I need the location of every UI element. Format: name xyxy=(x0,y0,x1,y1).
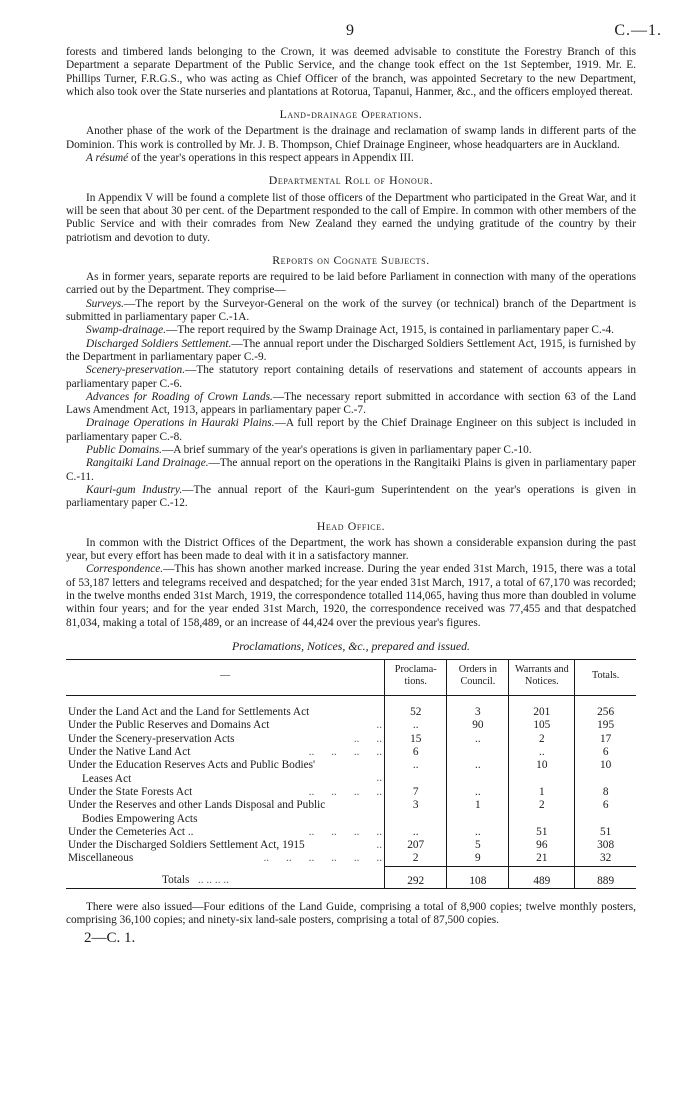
cognate-report-text: —The annual report of the Kauri-gum Superintendent on the year's operations is given in parliamentary paper C.-12. xyxy=(66,483,636,510)
cognate-report-item xyxy=(66,484,636,511)
cell-c3: 96 xyxy=(509,839,575,852)
table-row xyxy=(66,839,636,852)
cell-c2: 9 xyxy=(447,852,509,866)
cell-c1: 7 xyxy=(385,786,447,799)
cognate-report-title: Surveys. xyxy=(86,297,124,310)
cognate-report-title: Discharged Soldiers Settlement. xyxy=(86,337,232,350)
cognate-report-item xyxy=(66,364,636,391)
resume-term: A résumé xyxy=(86,152,129,165)
cell-c2: .. xyxy=(447,733,509,746)
page-header xyxy=(0,22,700,44)
section-heading-cognate-reports: Reports on Cognate Subjects. xyxy=(272,252,430,267)
cell-c1: 6 xyxy=(385,746,447,759)
section-heading-head-office: Head Office. xyxy=(316,518,386,533)
cell-c4: 256 xyxy=(575,706,636,719)
header-proclamations: Proclama-tions. xyxy=(385,660,447,696)
cognate-report-item xyxy=(66,444,636,457)
totals-row xyxy=(66,866,636,888)
cognate-report-title: Public Domains. xyxy=(86,444,162,457)
cell-c4: 6 xyxy=(575,799,636,826)
table-caption: Proclamations, Notices, &c., prepared and issued. xyxy=(232,638,470,653)
cell-c4: 195 xyxy=(575,719,636,732)
head-office-paragraph-1: In common with the District Offices of the Department, the work has shown a considerable expansion during the past year, but every effort has been made to deal with it in a satisfactory manner. xyxy=(66,536,636,563)
cell-c2: .. xyxy=(447,826,509,839)
row-label: .. Under the Public Reserves and Domains Act xyxy=(68,719,383,732)
cell-c3: 10 xyxy=(509,759,575,786)
correspondence-term: Correspondence. xyxy=(86,563,164,576)
cognate-report-item xyxy=(66,457,636,484)
cell-c4: 51 xyxy=(575,826,636,839)
cell-c1: .. xyxy=(385,759,447,786)
footer-reference: 2—C. 1. xyxy=(84,929,136,946)
cognate-report-text: —The statutory report containing details of reservations and statement of accounts appears in parliamentary paper C.-6. xyxy=(66,364,636,390)
cell-c3: 201 xyxy=(509,706,575,719)
cell-c2: .. xyxy=(447,786,509,799)
totals-grand: 889 xyxy=(575,866,636,888)
header-warrants-notices: Warrants and Notices. xyxy=(509,660,575,696)
row-label: .. .. .. .. Under the State Forests Act xyxy=(68,785,383,798)
cell-c3: 105 xyxy=(509,719,575,732)
document-reference: C.—1. xyxy=(614,22,662,39)
cognate-report-text: —The annual report under the Discharged Soldiers Settlement Act, 1915, is furnished by the Department in parliamentary paper C.-9. xyxy=(66,337,636,363)
cognate-report-item xyxy=(66,338,636,365)
row-label: .. .. .. .. .. .. Miscellaneous xyxy=(68,852,383,865)
cognate-report-title: Drainage Operations in Hauraki Plains. xyxy=(86,417,275,430)
totals-warrants: 489 xyxy=(509,866,575,888)
row-label: .. Under the Discharged Soldiers Settlement Act, 1915 xyxy=(68,839,383,852)
cell-c2: 3 xyxy=(447,706,509,719)
cell-c3: 2 xyxy=(509,799,575,826)
correspondence-text: —This has shown another marked increase. During the year ended 31st March, 1915, there was a total of 53,187 letters and telegrams received and despatched; for the year ended 31st March, 1917, a total of 67,170 was recorded; in the twelve months ended 31st March, 1919, the correspondence totalled 114,065, having thus more than doubled in volume within four years; and for the year ended 31st March, 1920, the correspondence received was 77,455 and that despatched 81,034, making a total of 158,489, or an increase of 44,424 over the previous year's figures. xyxy=(66,563,636,629)
cognate-report-item xyxy=(66,298,636,325)
table-row xyxy=(66,719,636,732)
table-row xyxy=(66,759,636,786)
cell-c3: 21 xyxy=(509,852,575,866)
table-row xyxy=(66,746,636,759)
cell-c1: 52 xyxy=(385,706,447,719)
cognate-report-text: —The report required by the Swamp Drainage Act, 1915, is contained in parliamentary paper C.-4. xyxy=(166,324,615,337)
section-heading-land-drainage: Land-drainage Operations. xyxy=(279,107,423,122)
row-label: .. Under the Education Reserves Acts and Public Bodies' Leases Act xyxy=(68,759,383,785)
table-body xyxy=(66,706,636,866)
cognate-report-title: Swamp-drainage. xyxy=(86,324,167,337)
land-drainage-paragraph-1: Another phase of the work of the Department is the drainage and reclamation of swamp lands in different parts of the Dominion. This work is controlled by Mr. J. B. Thompson, Chief Drainage Engineer, whose headquarters are in Auckland. xyxy=(66,125,636,151)
cognate-report-title: Scenery-preservation. xyxy=(86,364,186,377)
cognate-report-list xyxy=(66,298,636,511)
table-row xyxy=(66,706,636,719)
cell-c3: .. xyxy=(509,746,575,759)
cell-c2 xyxy=(447,746,509,759)
cell-c3: 2 xyxy=(509,733,575,746)
cell-c1: 2 xyxy=(385,852,447,866)
row-label: .. .. .. .. Under the Native Land Act xyxy=(68,746,383,759)
totals-proclamations: 292 xyxy=(385,866,447,888)
cognate-intro-paragraph: As in former years, separate reports are required to be laid before Parliament in connection with many of the operations carried out by the Department. They comprise— xyxy=(66,271,636,297)
row-label: .. .. .. .. Under the Cemeteries Act .. xyxy=(68,825,383,838)
closing-paragraph: There were also issued—Four editions of the Land Guide, comprising a total of 8,900 copies; twelve monthly posters, comprising 36,100 copies; and ninety-six land-sale posters, comprising a total of 87,500 copies. xyxy=(66,901,636,927)
table-row xyxy=(66,733,636,746)
cell-c2: 1 xyxy=(447,799,509,826)
cognate-report-text: —The report by the Surveyor-General on the work of the survey (or technical) branch of the Department is submitted in parliamentary paper C.-1A. xyxy=(66,297,636,324)
row-label: .. .. Under the Scenery-preservation Acts xyxy=(68,732,383,745)
page-body xyxy=(66,46,636,945)
row-label: Under the Reserves and other Lands Disposal and Public Bodies Empowering Acts xyxy=(68,799,326,825)
cognate-report-item xyxy=(66,417,636,444)
cognate-report-item xyxy=(66,391,636,418)
correspondence-paragraph xyxy=(66,563,636,629)
cognate-report-text: —A brief summary of the year's operations is given in parliamentary paper C.-10. xyxy=(161,444,532,457)
cell-c4: 8 xyxy=(575,786,636,799)
table-row xyxy=(66,786,636,799)
cell-c1: 207 xyxy=(385,839,447,852)
cell-c4: 308 xyxy=(575,839,636,852)
cell-c2: 90 xyxy=(447,719,509,732)
cell-c4: 32 xyxy=(575,852,636,866)
cell-c2: .. xyxy=(447,759,509,786)
totals-orders: 108 xyxy=(447,866,509,888)
table-row xyxy=(66,799,636,826)
table-row xyxy=(66,852,636,866)
proclamations-table xyxy=(66,659,636,895)
cognate-report-text: —The necessary report submitted in accordance with section 63 of the Land Laws Amendment Act, 1913, appears in parliamentary paper C.-7. xyxy=(66,390,636,417)
land-drainage-paragraph-2-text: of the year's operations in this respect appears in Appendix III. xyxy=(128,152,414,165)
row-label: Under the Land Act and the Land for Settlements Act xyxy=(68,706,310,719)
cell-c3: 51 xyxy=(509,826,575,839)
table-row xyxy=(66,826,636,839)
section-heading-roll-of-honour: Departmental Roll of Honour. xyxy=(268,173,434,188)
cognate-report-title: Kauri-gum Industry. xyxy=(86,483,183,496)
cell-c1: .. xyxy=(385,826,447,839)
cell-c1: .. xyxy=(385,719,447,732)
cell-c1: 15 xyxy=(385,733,447,746)
page-number: 9 xyxy=(346,22,354,39)
cognate-report-text: —A full report by the Chief Drainage Engineer on this subject is included in parliamentary paper C.-8. xyxy=(66,417,636,443)
cell-c4: 17 xyxy=(575,733,636,746)
roll-of-honour-paragraph: In Appendix V will be found a complete list of those officers of the Department who participated in the Great War, and it will be seen that about 30 per cent. of the Department responded to the call of Empire. In common with other members of the Public Service and with their comrades from New Zealand they earned the undying gratitude of the country by their patriotism and devotion to duty. xyxy=(66,191,636,244)
cell-c2: 5 xyxy=(447,839,509,852)
cognate-report-item xyxy=(66,324,636,337)
totals-label: Totals .. .. .. .. xyxy=(162,874,230,887)
header-label-column: — xyxy=(66,660,385,696)
cell-c4: 6 xyxy=(575,746,636,759)
cognate-report-title: Advances for Roading of Crown Lands. xyxy=(86,390,273,403)
header-totals: Totals. xyxy=(591,669,620,681)
intro-paragraph: forests and timbered lands belonging to the Crown, it was deemed advisable to constitute the Forestry Branch of this Department a separate Department of the Public Service, and the change took effect on the 1st September, 1919. Mr. E. Phillips Turner, F.R.G.S., who was acting as Chief Officer of the branch, was appointed Secretary to the new Department, which also took over the State nurseries and plantations at Rotorua, Tapanui, Hanmer, &c., and the officers employed thereat. xyxy=(66,46,636,98)
cognate-report-title: Rangitaiki Land Drainage. xyxy=(86,457,209,470)
cell-c1: 3 xyxy=(385,799,447,826)
cognate-report-text: —The annual report on the operations in the Rangitaiki Plains is given in parliamentary paper C.-11. xyxy=(66,457,636,483)
land-drainage-paragraph-2 xyxy=(66,152,636,165)
cell-c4: 10 xyxy=(575,759,636,786)
cell-c3: 1 xyxy=(509,786,575,799)
header-orders-in-council: Orders in Council. xyxy=(447,660,509,696)
